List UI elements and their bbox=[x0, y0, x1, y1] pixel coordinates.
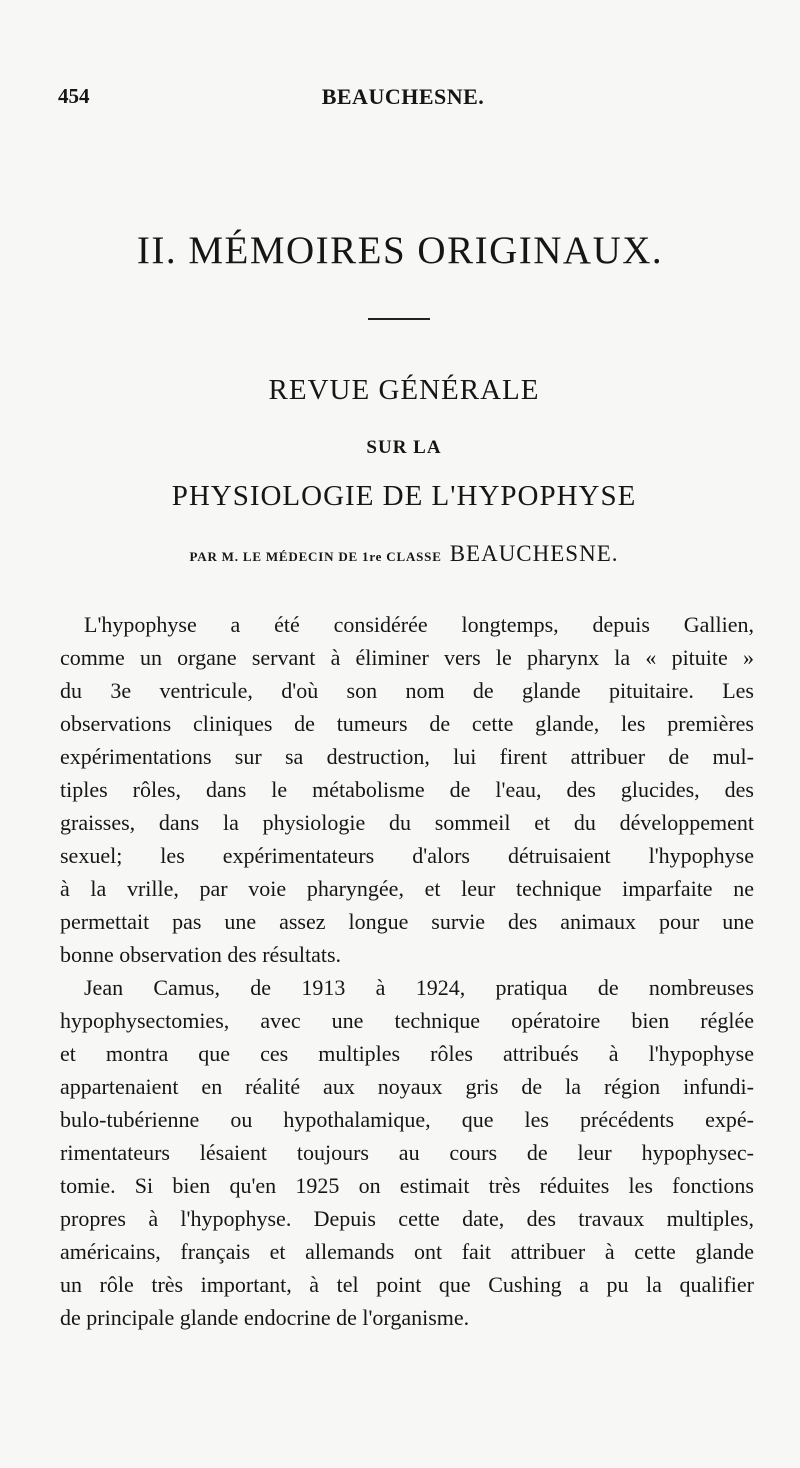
body-line: expérimentations sur sa destruction, lui firent attribuer de mul- bbox=[60, 744, 754, 769]
body-line: et montra que ces multiples rôles attribués à l'hypophyse bbox=[60, 1041, 754, 1066]
body-line: sexuel; les expérimentateurs d'alors détruisaient l'hypophyse bbox=[60, 843, 754, 868]
body-line: rimentateurs lésaient toujours au cours de leur hypophysec- bbox=[60, 1140, 754, 1165]
byline bbox=[0, 541, 800, 567]
body-text bbox=[60, 608, 754, 1334]
body-line: observations cliniques de tumeurs de cette glande, les premières bbox=[60, 711, 754, 736]
body-line: graisses, dans la physiologie du sommeil et du développement bbox=[60, 810, 754, 835]
running-head: BEAUCHESNE. bbox=[321, 84, 485, 109]
body-line: tiples rôles, dans le métabolisme de l'eau, des glucides, des bbox=[60, 777, 754, 802]
body-line: tomie. Si bien qu'en 1925 on estimait très réduites les fonctions bbox=[60, 1173, 754, 1198]
page-number: 454 bbox=[58, 84, 90, 108]
body-line: hypophysectomies, avec une technique opératoire bien réglée bbox=[60, 1008, 754, 1033]
body-line: du 3e ventricule, d'où son nom de glande pituitaire. Les bbox=[60, 678, 754, 703]
body-line: un rôle très important, à tel point que Cushing a pu la qualifier bbox=[60, 1272, 754, 1297]
body-line: permettait pas une assez longue survie des animaux pour une bbox=[60, 909, 754, 934]
body-line: américains, français et allemands ont fait attribuer à cette glande bbox=[60, 1239, 754, 1264]
byline-prefix: PAR M. LE MÉDECIN DE 1re CLASSE bbox=[189, 549, 442, 564]
article-title-line-1: REVUE GÉNÉRALE bbox=[268, 374, 540, 406]
body-line: L'hypophyse a été considérée longtemps, depuis Gallien, bbox=[84, 612, 754, 637]
body-line: bulo-tubérienne ou hypothalamique, que les précédents expé- bbox=[60, 1107, 754, 1132]
body-line: à la vrille, par voie pharyngée, et leur technique imparfaite ne bbox=[60, 876, 754, 901]
body-line: Jean Camus, de 1913 à 1924, pratiqua de nombreuses bbox=[84, 975, 754, 1000]
body-line: comme un organe servant à éliminer vers le pharynx la « pituite » bbox=[60, 645, 754, 670]
page-header bbox=[58, 84, 748, 114]
section-title: II. MÉMOIRES ORIGINAUX. bbox=[136, 229, 664, 272]
section-divider bbox=[368, 318, 430, 320]
body-line: appartenaient en réalité aux noyaux gris de la région infundi- bbox=[60, 1074, 754, 1099]
article-title-line-3: PHYSIOLOGIE DE L'HYPOPHYSE bbox=[171, 480, 637, 512]
article-title-line-2: SUR LA bbox=[366, 437, 442, 458]
byline-author: BEAUCHESNE. bbox=[449, 541, 619, 566]
body-line: propres à l'hypophyse. Depuis cette date, des travaux multiples, bbox=[60, 1206, 754, 1231]
body-line: de principale glande endocrine de l'organisme. bbox=[60, 1305, 470, 1330]
body-line: bonne observation des résultats. bbox=[60, 942, 342, 967]
